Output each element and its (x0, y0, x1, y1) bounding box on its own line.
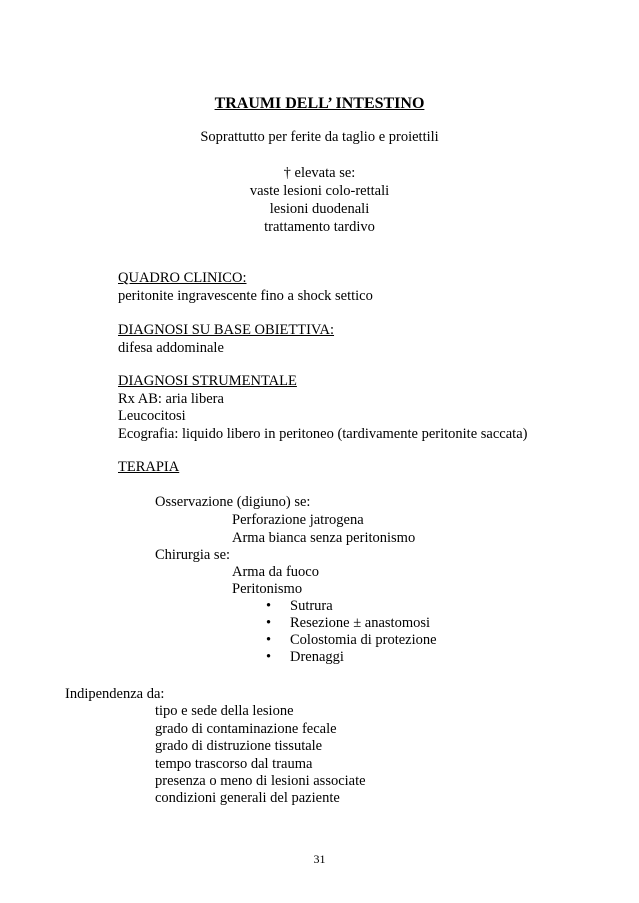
terapia-heading: TERAPIA (118, 459, 180, 475)
indipendenza-item: grado di distruzione tissutale (155, 738, 323, 754)
chirurgia-item: Arma da fuoco (232, 564, 319, 580)
subtitle: Soprattutto per ferite da taglio e proiettili (200, 129, 439, 145)
procedure-label: Colostomia di protezione (290, 632, 437, 648)
quadro-clinico-heading: QUADRO CLINICO: (118, 270, 247, 286)
page-number: 31 (313, 852, 326, 866)
osservazione-item: Arma bianca senza peritonismo (232, 530, 416, 546)
diagnosi-strumentale-item: Leucocitosi (118, 408, 186, 424)
mortality-item: vaste lesioni colo-rettali (249, 183, 390, 199)
bullet-icon: • (266, 598, 272, 614)
osservazione-label: Osservazione (digiuno) se: (155, 494, 311, 510)
mortality-item: lesioni duodenali (269, 201, 370, 217)
bullet-icon: • (266, 649, 272, 665)
page-title: TRAUMI DELL’ INTESTINO (214, 95, 425, 112)
diagnosi-strumentale-item: Rx AB: aria libera (118, 391, 224, 407)
quadro-clinico-text: peritonite ingravescente fino a shock settico (118, 288, 373, 304)
procedure-item (266, 615, 430, 632)
chirurgia-label: Chirurgia se: (155, 547, 231, 563)
indipendenza-item: tipo e sede della lesione (155, 703, 294, 719)
diagnosi-obiettiva-text: difesa addominale (118, 340, 224, 356)
indipendenza-item: condizioni generali del paziente (155, 790, 340, 806)
procedure-label: Sutrura (290, 598, 333, 614)
procedure-label: Resezione ± anastomosi (290, 615, 431, 631)
diagnosi-strumentale-heading: DIAGNOSI STRUMENTALE (118, 373, 297, 389)
procedure-item (266, 632, 437, 649)
indipendenza-item: tempo trascorso dal trauma (155, 756, 313, 772)
indipendenza-item: presenza o meno di lesioni associate (155, 773, 366, 789)
diagnosi-strumentale-item: Ecografia: liquido libero in peritoneo (tardivamente peritonite saccata) (118, 426, 528, 442)
osservazione-item: Perforazione jatrogena (232, 512, 364, 528)
procedure-item (266, 598, 333, 615)
procedure-item (266, 649, 344, 666)
procedure-label: Drenaggi (290, 649, 344, 665)
diagnosi-obiettiva-heading: DIAGNOSI SU BASE OBIETTIVA: (118, 322, 335, 338)
indipendenza-item: grado di contaminazione fecale (155, 721, 337, 737)
mortality-heading: † elevata se: (283, 165, 356, 181)
bullet-icon: • (266, 615, 272, 631)
indipendenza-heading: Indipendenza da: (65, 686, 165, 702)
bullet-icon: • (266, 632, 272, 648)
mortality-item: trattamento tardivo (264, 219, 375, 235)
chirurgia-item: Peritonismo (232, 581, 303, 597)
